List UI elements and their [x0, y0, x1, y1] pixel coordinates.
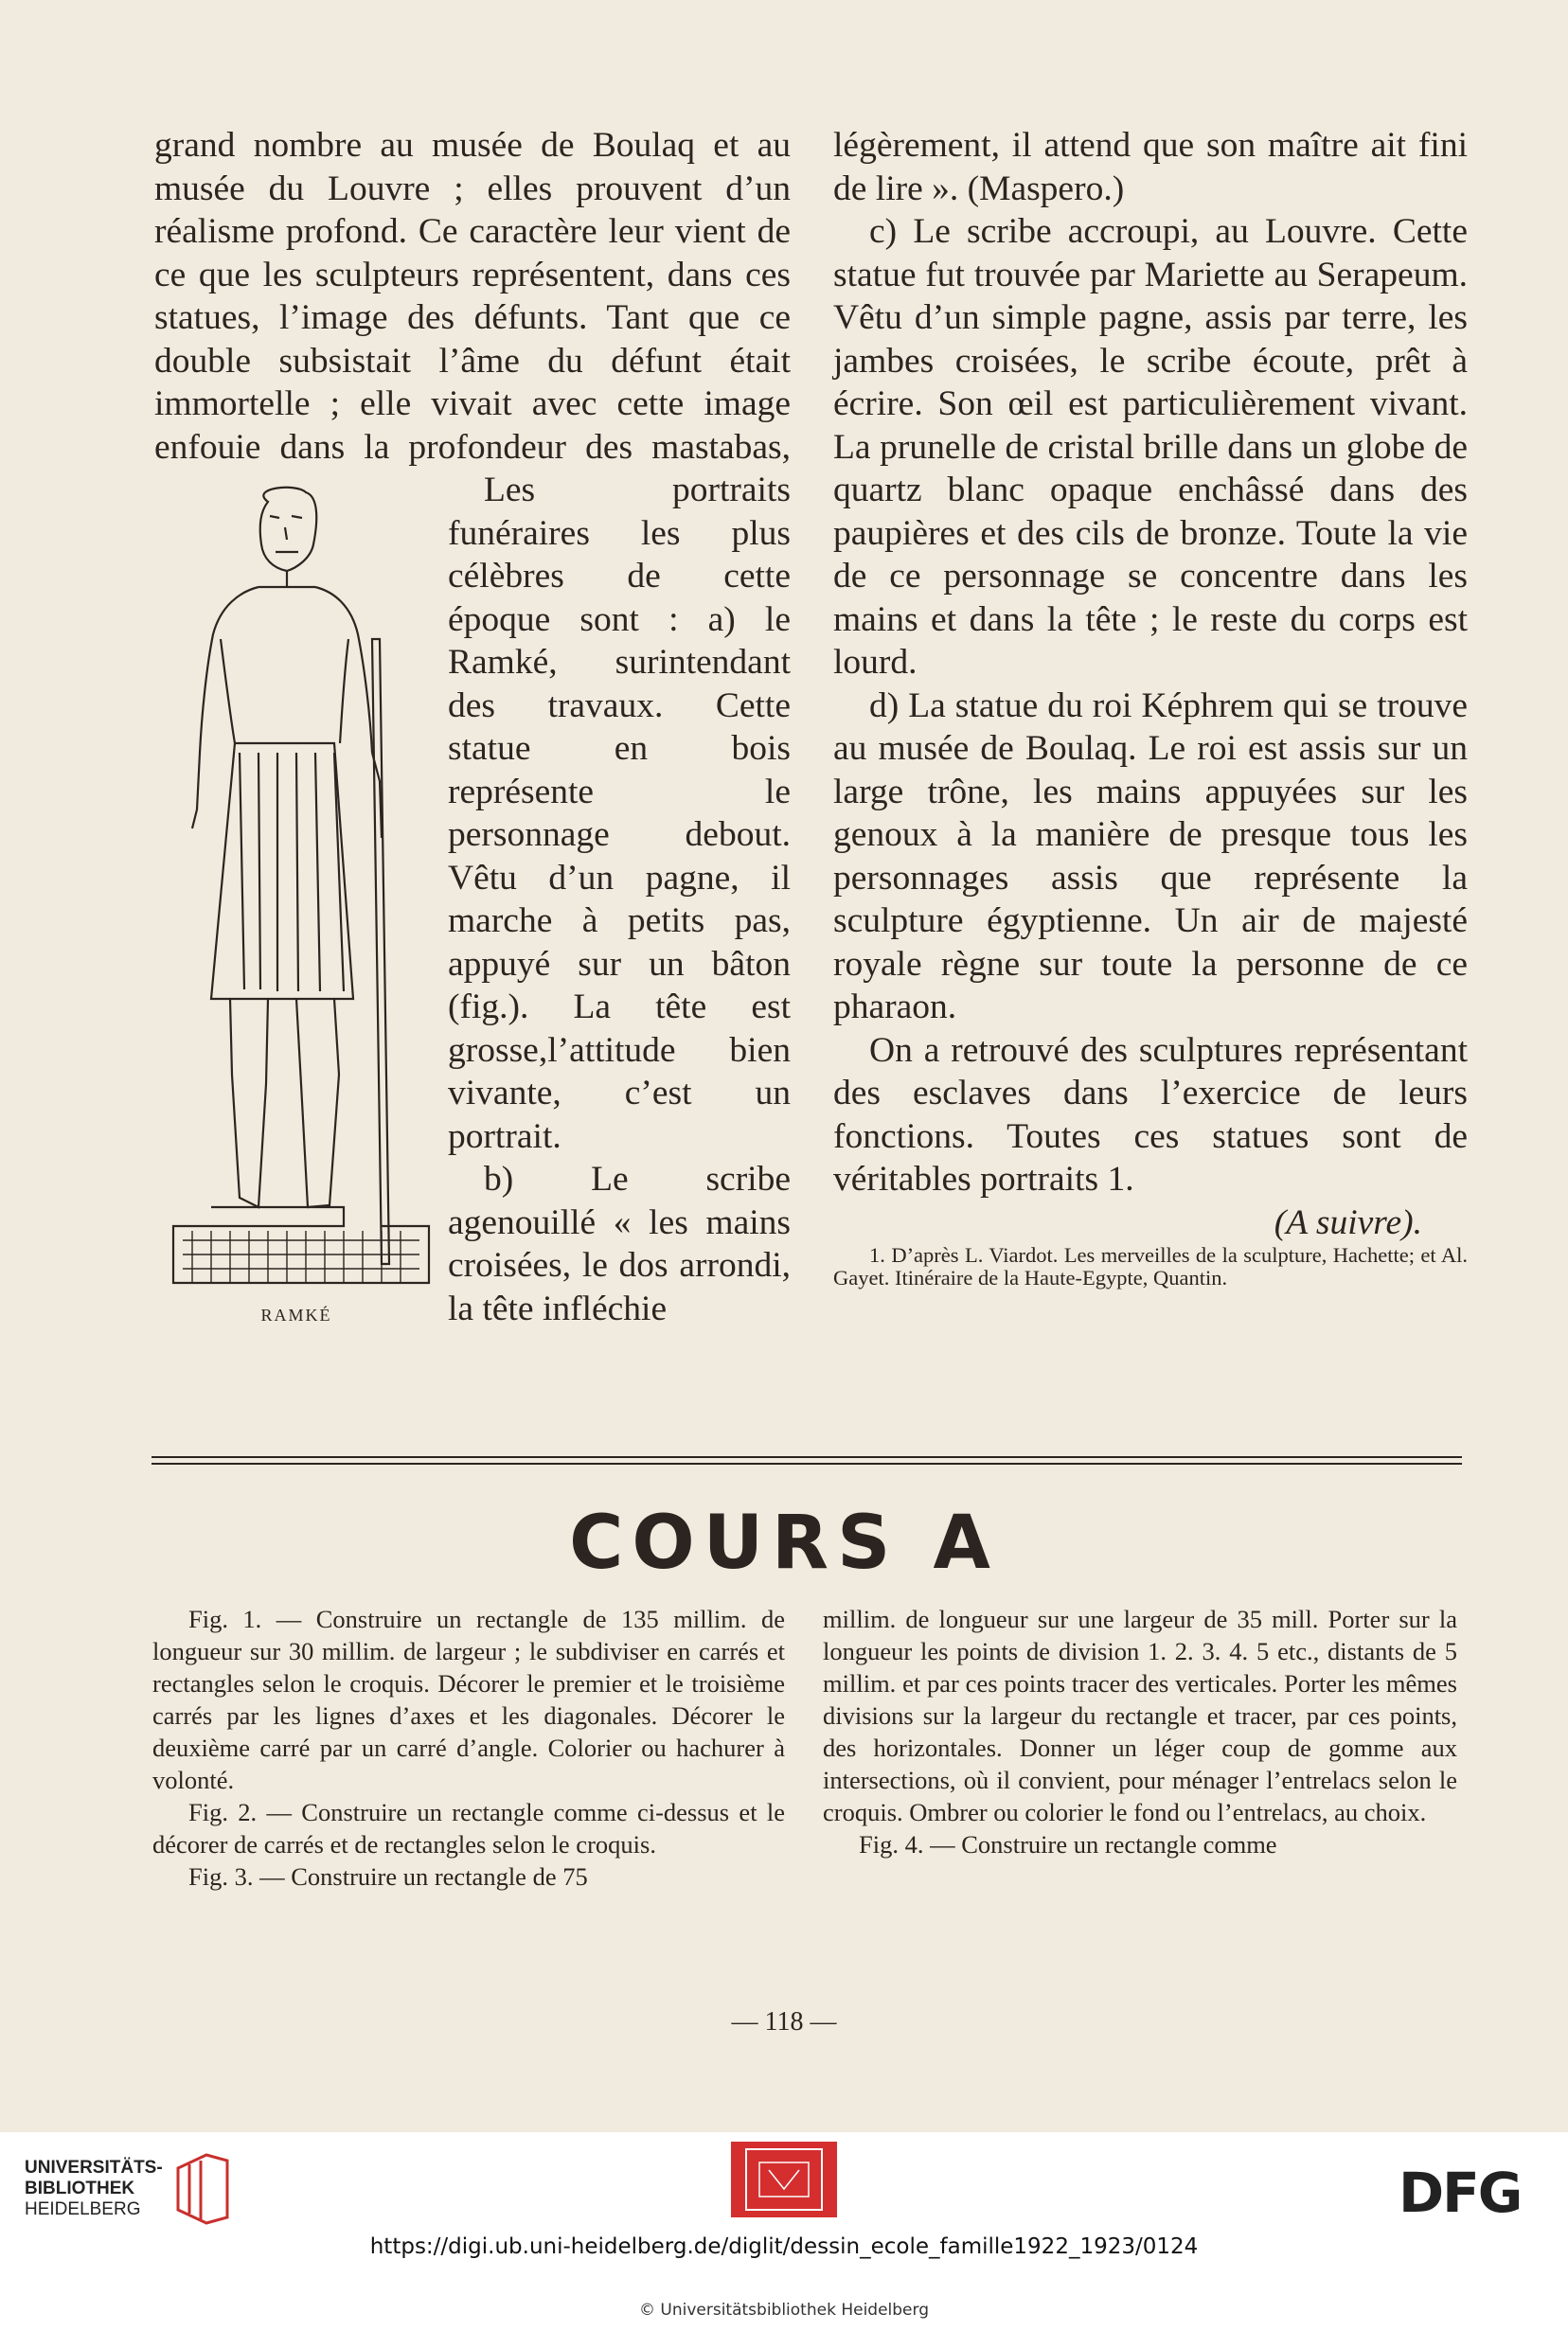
- article-paragraph: On a retrouvé des sculptures représentant des esclaves dans l’exercice de leurs fonctions. Toutes ces statues sont de véritables portraits 1.: [833, 1030, 1468, 1199]
- article-paragraph: c) Le scribe accroupi, au Louvre. Cette statue fut trouvée par Mariette au Serapeum. Vêtu d’un simple pagne, assis par terre, les jambes croisées, le scribe écoute, prêt à écrire. Son œil est particulièrement vivant. La prunelle de cristal brille dans un globe de quartz blanc opaque enchâssé dans des paupières et des cils de bronze. Toute la vie de ce personnage se concentre dans les mains et dans la tête ; le reste du corps est lourd.: [833, 212, 1468, 682]
- library-logo[interactable]: [25, 2151, 231, 2227]
- course-paragraph: millim. de longueur sur une largeur de 35 mill. Porter sur la longueur les points de division 1. 2. 3. 4. 5 etc., distants de 5 millim. et par ces points tracer des verticales. Porter les mêmes divisions sur la largeur du rectangle et tracer, par ces points, des horizontales. Donner un léger coup de gomme aux intersections, où il convient, pour ménager l’entrelacs selon le croquis. Ombrer ou colorier le fond ou l’entrelacs, au choix.: [823, 1605, 1457, 1826]
- page-url-link[interactable]: https://digi.ub.uni-heidelberg.de/diglit/dessin_ecole_famille1922_1923/0124: [369, 2234, 1199, 2259]
- ramke-statue-illustration: [154, 469, 438, 1294]
- course-paragraph: Fig. 1. — Construire un rectangle de 135 millim. de longueur sur 30 millim. de largeur ; le subdiviser en carrés et rectangles selon le croquis. Décorer le premier et le troisième carrés par les lignes d’axes et les diagonales. Décorer le deuxième carré par un carré d’angle. Colorier ou hachurer à volonté.: [152, 1605, 785, 1794]
- library-name: [25, 2158, 163, 2220]
- article-paragraph: légèrement, il attend que son maître ait fini de lire ». (Maspero.): [833, 126, 1468, 208]
- article-paragraph: Les portraits funéraires les plus célèbres de cette époque sont : a) le Ramké, surintendant des travaux. Cette statue en bois représente le personnage debout. Vêtu d’un pagne, il marche à petits pas, appuyé sur un bâton (fig.). La tête est grosse,l’attitude bien vivante, c’est un portrait.: [448, 471, 791, 1156]
- course-right-column: [823, 1603, 1457, 1860]
- page-number: — 118 —: [731, 2007, 837, 2037]
- library-emblem-icon: [172, 2151, 231, 2227]
- article-left-column: [154, 124, 791, 1330]
- library-name-line: HEIDELBERG: [25, 2199, 141, 2219]
- course-paragraph: Fig. 4. — Construire un rectangle comme: [859, 1830, 1277, 1859]
- library-name-line: UNIVERSITÄTS-: [25, 2158, 163, 2178]
- viewer-footer: [0, 2132, 1568, 2331]
- ramke-statue-figure: [154, 469, 438, 1325]
- project-logo[interactable]: [731, 2142, 837, 2217]
- article-paragraph: grand nombre au musée de Boulaq et au musée du Louvre ; elles prouvent d’un réalisme profond. Ce caractère leur vient de ce que les sculpteurs représentent, dans ces statues, l’image des défunts. Tant que ce double subsistait l’âme du défunt était immortelle ; elle vivait avec cette image enfouie dans la profondeur des mastabas,: [154, 126, 791, 467]
- article-paragraph: b) Le scribe agenouillé « les mains croisées, le dos arrondi, la tête infléchie: [448, 1160, 791, 1328]
- section-divider: [151, 1456, 1462, 1465]
- figure-caption: RAMKÉ: [260, 1306, 332, 1325]
- dfg-logo[interactable]: DFG: [1399, 2161, 1522, 2225]
- course-paragraph: Fig. 3. — Construire un rectangle de 75: [188, 1862, 588, 1891]
- project-logo-icon: [731, 2142, 837, 2217]
- section-title: COURS A: [569, 1501, 999, 1586]
- footnote: 1. D’après L. Viardot. Les merveilles de la sculpture, Hachette; et Al. Gayet. Itinéraire de la Haute-Egypte, Quantin.: [833, 1243, 1468, 1290]
- to-be-continued: (A suivre).: [1274, 1202, 1422, 1242]
- article-right-column: [833, 124, 1468, 1290]
- course-paragraph: Fig. 2. — Construire un rectangle comme ci-dessus et le décorer de carrés et de rectangles selon le croquis.: [152, 1798, 785, 1859]
- library-name-line: BIBLIOTHEK: [25, 2179, 135, 2198]
- copyright-notice: © Universitätsbibliothek Heidelberg: [638, 2301, 929, 2320]
- article-paragraph: d) La statue du roi Képhrem qui se trouve au musée de Boulaq. Le roi est assis sur un large trône, les mains appuyées sur les genoux à la manière de presque tous les personnages assis que représente la sculpture égyptienne. Un air de majesté royale règne sur toute la personne de ce pharaon.: [833, 685, 1468, 1026]
- course-left-column: [152, 1603, 785, 1893]
